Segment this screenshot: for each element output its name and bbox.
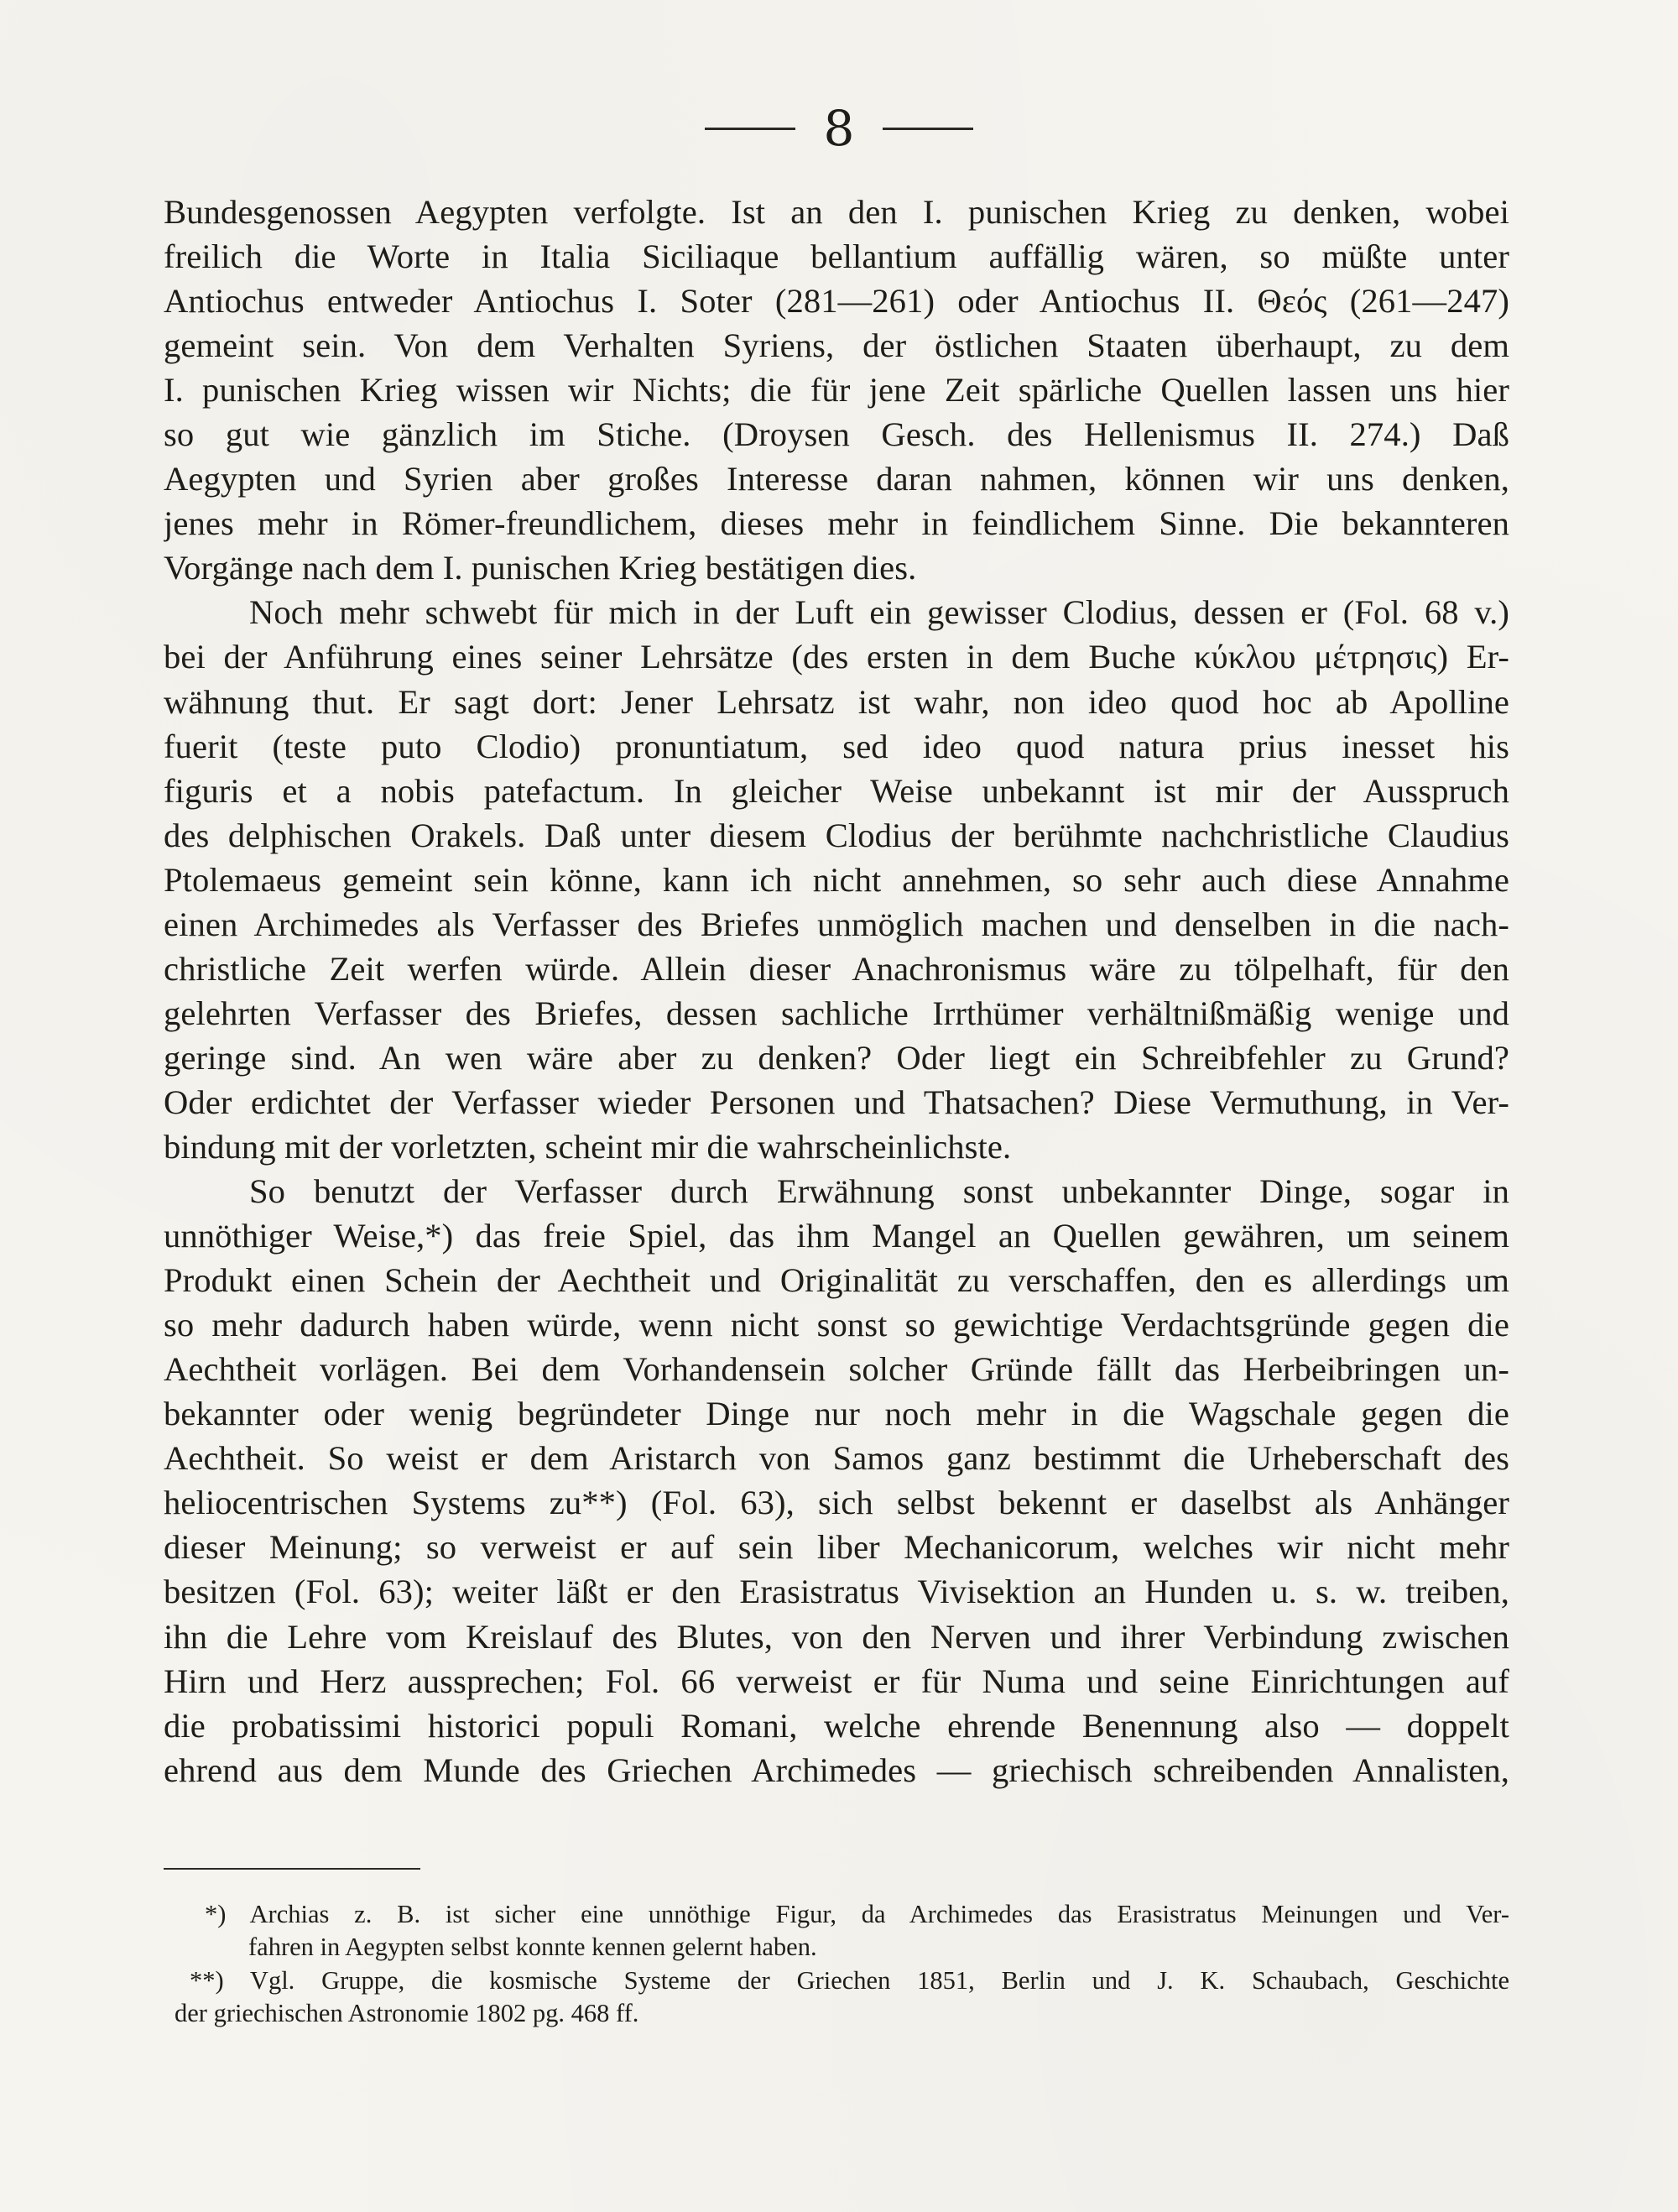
main-text <box>164 190 1509 1833</box>
text-line: figuris et a nobis patefactum. In gleicher Weise unbekannt ist mir der Ausspruch <box>164 771 1509 810</box>
text-line: Aechtheit. So weist er dem Aristarch von Samos ganz bestimmt die Urheberschaft des <box>164 1439 1509 1478</box>
text-line: Antiochus entweder Antiochus I. Soter (281—261) oder Antiochus II. Θεός (261—247) <box>164 282 1509 321</box>
text-line: wähnung thut. Er sagt dort: Jener Lehrsatz ist wahr, non ideo quod hoc ab Apolline <box>164 682 1509 721</box>
text-line: so gut wie gänzlich im Stiche. (Droysen Gesch. des Hellenismus II. 274.) Daß <box>164 415 1509 454</box>
text-line: freilich die Worte in Italia Siciliaque bellantium auffällig wären, so müßte unter <box>164 237 1509 276</box>
text-line: ihn die Lehre vom Kreislauf des Blutes, von den Nerven und ihrer Verbindung zwischen <box>164 1617 1509 1656</box>
text-line: bekannter oder wenig begründeter Dinge nur noch mehr in die Wagschale gegen die <box>164 1395 1509 1433</box>
text-line: christliche Zeit werfen würde. Allein dieser Anachronismus wäre zu tölpelhaft, für den <box>164 949 1509 988</box>
text-line: I. punischen Krieg wissen wir Nichts; die für jene Zeit spärliche Quellen lassen uns hier <box>164 371 1509 410</box>
text-line: Oder erdichtet der Verfasser wieder Personen und Thatsachen? Diese Vermuthung, in Ver- <box>164 1083 1509 1121</box>
text-line: des delphischen Orakels. Daß unter diesem Clodius der berühmte nachchristliche Claudius <box>164 816 1509 854</box>
text-line: So benutzt der Verfasser durch Erwähnung sonst unbekannter Dinge, sogar in <box>249 1172 1509 1211</box>
text-line: einen Archimedes als Verfasser des Briefes unmöglich machen und denselben in die nach- <box>164 905 1509 943</box>
footnote-rule <box>164 1868 420 1870</box>
text-line: bei der Anführung eines seiner Lehrsätze (des ersten in dem Buche κύκλου μέτρησις) Er- <box>164 638 1509 676</box>
text-line: heliocentrischen Systems zu**) (Fol. 63), sich selbst bekennt er daselbst als Anhänger <box>164 1484 1509 1522</box>
text-line: Bundesgenossen Aegypten verfolgte. Ist an den I. punischen Krieg zu denken, wobei <box>164 193 1509 231</box>
text-line: Produkt einen Schein der Aechtheit und Originalität zu verschaffen, den es allerdings um <box>164 1261 1509 1300</box>
text-line: bindung mit der vorletzten, scheint mir die wahrscheinlichste. <box>164 1127 1012 1166</box>
text-line: Vorgänge nach dem I. punischen Krieg bestätigen dies. <box>164 549 917 587</box>
text-line: Noch mehr schwebt für mich in der Luft ein gewisser Clodius, dessen er (Fol. 68 v.) <box>249 593 1509 632</box>
text-line: besitzen (Fol. 63); weiter läßt er den Erasistratus Vivisektion an Hunden u. s. w. treiben, <box>164 1573 1509 1611</box>
footnotes <box>164 1898 1509 2031</box>
text-line: jenes mehr in Römer-freundlichem, dieses mehr in feindlichem Sinne. Die bekannteren <box>164 504 1509 543</box>
header-rule-left <box>705 128 795 130</box>
header-rule-right <box>883 128 973 130</box>
page-number: 8 <box>823 100 855 157</box>
text-line: geringe sind. An wen wäre aber zu denken? Oder liegt ein Schreibfehler zu Grund? <box>164 1038 1509 1077</box>
text-line: gelehrten Verfasser des Briefes, dessen sachliche Irrthümer verhältnißmäßig wenige und <box>164 994 1509 1032</box>
text-line: die probatissimi historici populi Romani, welche ehrende Benennung also — doppelt <box>164 1706 1509 1745</box>
text-line: Ptolemaeus gemeint sein könne, kann ich nicht annehmen, so sehr auch diese Annahme <box>164 860 1509 899</box>
text-line: fuerit (teste puto Clodio) pronuntiatum, sed ideo quod natura prius inesset his <box>164 727 1509 765</box>
text-line: unnöthiger Weise,*) das freie Spiel, das ihm Mangel an Quellen gewähren, um seinem <box>164 1217 1509 1255</box>
footnote-line: *) Archias z. B. ist sicher eine unnöthige Figur, da Archimedes das Erasistratus Meinungen und Ver- <box>205 1900 1509 1928</box>
text-line: Aegypten und Syrien aber großes Interesse daran nahmen, können wir uns denken, <box>164 460 1509 498</box>
text-line: so mehr dadurch haben würde, wenn nicht sonst so gewichtige Verdachtsgründe gegen die <box>164 1306 1509 1344</box>
text-line: Aechtheit vorlägen. Bei dem Vorhandensein solcher Gründe fällt das Herbeibringen un- <box>164 1350 1509 1389</box>
footnote-line: der griechischen Astronomie 1802 pg. 468 ff. <box>175 1999 639 2028</box>
text-line: ehrend aus dem Munde des Griechen Archimedes — griechisch schreibenden Annalisten, <box>164 1750 1509 1789</box>
footnote-line: **) Vgl. Gruppe, die kosmische Systeme der Griechen 1851, Berlin und J. K. Schaubach, Geschichte <box>190 1965 1509 1995</box>
footnote-line: fahren in Aegypten selbst konnte kennen gelernt haben. <box>248 1933 817 1962</box>
text-line: Hirn und Herz aussprechen; Fol. 66 verweist er für Numa und seine Einrichtungen auf <box>164 1662 1509 1700</box>
text-line: dieser Meinung; so verweist er auf sein liber Mechanicorum, welches wir nicht mehr <box>164 1528 1509 1567</box>
text-line: gemeint sein. Von dem Verhalten Syriens, der östlichen Staaten überhaupt, zu dem <box>164 326 1509 365</box>
page-header <box>0 99 1678 158</box>
